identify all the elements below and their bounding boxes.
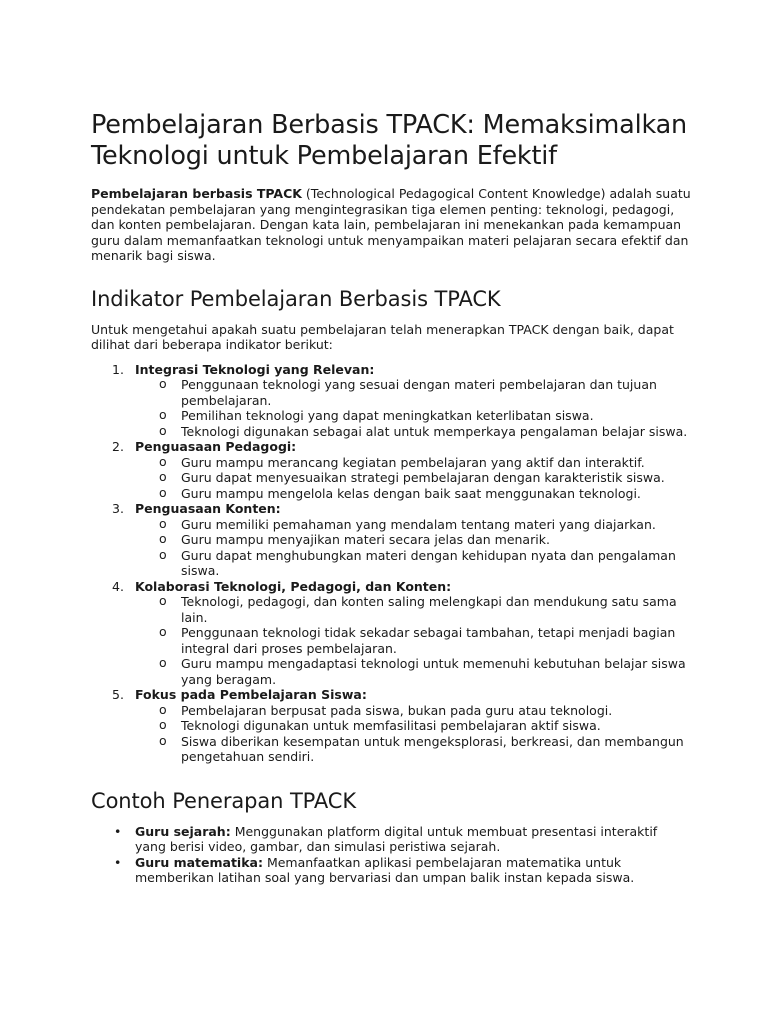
example-label: Guru matematika: (135, 854, 263, 870)
indicator-points (135, 594, 691, 687)
indicator-point (135, 594, 691, 625)
indicator-item (91, 439, 691, 501)
indicator-list (91, 362, 691, 765)
indicator-point-text: Guru dapat menyesuaikan strategi pembelajaran dengan karakteristik siswa. (181, 470, 665, 485)
indicator-point-text: Penggunaan teknologi tidak sekadar sebagai tambahan, tetapi menjadi bagian integral dari proses pembelajaran. (181, 625, 676, 656)
indicator-point (135, 517, 691, 533)
circle-bullet-icon: o (159, 655, 167, 670)
example-text: Memanfaatkan aplikasi pembelajaran matematika untuk memberikan latihan soal yang bervariasi dan umpan balik instan kepada siswa. (135, 854, 635, 885)
intro-text: (Technological Pedagogical Content Knowledge) adalah suatu pendekatan pembelajaran yang mengintegrasikan tiga elemen penting: teknologi, pedagogi, dan konten pembelajaran. Dengan kata lain, pembelajaran ini menekankan pada kemampuan guru dalam memanfaatkan teknologi untuk menyampaikan materi pelajaran secara efektif dan menarik bagi siswa. (91, 186, 691, 263)
indicator-point-text: Guru mampu mengelola kelas dengan baik saat menggunakan teknologi. (181, 485, 641, 501)
indicator-points (135, 517, 691, 579)
circle-bullet-icon: o (159, 453, 167, 469)
intro-bold-term: Pembelajaran berbasis TPACK (91, 186, 302, 201)
indicator-item (91, 687, 691, 765)
examples-heading: Contoh Penerapan TPACK (91, 788, 357, 813)
indicator-title: Penguasaan Pedagogi: (135, 439, 297, 454)
indicator-point-text: Teknologi digunakan untuk memfasilitasi pembelajaran aktif siswa. (181, 718, 601, 733)
indicator-point-text: Guru mampu menyajikan materi secara jelas dan menarik. (181, 532, 550, 547)
circle-bullet-icon: o (159, 376, 167, 391)
indicator-point (135, 734, 691, 765)
circle-bullet-icon: o (159, 546, 167, 562)
indicator-point-text: Pembelajaran berpusat pada siswa, bukan pada guru atau teknologi. (181, 702, 613, 718)
bullet-icon: • (114, 854, 122, 870)
document-page (91, 110, 691, 886)
indicator-title: Fokus pada Pembelajaran Siswa: (135, 687, 367, 702)
circle-bullet-icon: o (159, 422, 167, 438)
circle-bullet-icon: o (159, 593, 167, 608)
indicator-point (135, 656, 691, 687)
indicator-points (135, 703, 691, 765)
bullet-icon: • (114, 823, 122, 839)
indicator-point (135, 377, 691, 408)
indicator-point-text: Pemilihan teknologi yang dapat meningkatkan keterlibatan siswa. (181, 408, 594, 423)
indicators-lead: Untuk mengetahui apakah suatu pembelajaran telah menerapkan TPACK dengan baik, dapat dilihat dari beberapa indikator berikut: (91, 321, 674, 352)
example-text: Menggunakan platform digital untuk membuat presentasi interaktif yang berisi video, gambar, dan simulasi peristiwa sejarah. (135, 823, 658, 854)
indicator-item (91, 362, 691, 440)
example-item (91, 855, 691, 886)
circle-bullet-icon: o (159, 515, 167, 531)
indicator-number: 5. (112, 687, 124, 702)
intro-paragraph (91, 186, 691, 264)
indicator-title: Penguasaan Konten: (135, 501, 281, 516)
example-item (91, 824, 691, 855)
page-title: Pembelajaran Berbasis TPACK: Memaksimalkan Teknologi untuk Pembelajaran Efektif (91, 110, 688, 171)
indicator-point (135, 408, 691, 424)
circle-bullet-icon: o (159, 484, 167, 500)
indicator-point (135, 470, 691, 486)
circle-bullet-icon: o (159, 407, 167, 422)
indicator-point-text: Guru memiliki pemahaman yang mendalam tentang materi yang diajarkan. (181, 516, 656, 532)
indicator-number: 2. (112, 439, 124, 454)
indicator-points (135, 455, 691, 502)
indicator-point-text: Guru mampu merancang kegiatan pembelajaran yang aktif dan interaktif. (181, 454, 645, 470)
circle-bullet-icon: o (159, 732, 167, 748)
indicator-point (135, 455, 691, 471)
indicator-title: Integrasi Teknologi yang Relevan: (135, 361, 375, 377)
indicator-point (135, 486, 691, 502)
circle-bullet-icon: o (159, 701, 167, 717)
indicator-number: 4. (112, 578, 124, 594)
indicator-point (135, 548, 691, 579)
circle-bullet-icon: o (159, 531, 167, 546)
indicator-number: 1. (112, 361, 124, 377)
indicator-item (91, 501, 691, 579)
circle-bullet-icon: o (159, 717, 167, 732)
indicator-point-text: Guru mampu mengadaptasi teknologi untuk memenuhi kebutuhan belajar siswa yang beragam. (181, 656, 686, 687)
indicator-point (135, 718, 691, 734)
indicator-item (91, 579, 691, 688)
indicator-point (135, 625, 691, 656)
circle-bullet-icon: o (159, 469, 167, 484)
indicator-point-text: Guru dapat menghubungkan materi dengan kehidupan nyata dan pengalaman siswa. (181, 547, 676, 578)
indicator-point-text: Siswa diberikan kesempatan untuk mengeksplorasi, berkreasi, dan membangun pengetahuan sendiri. (181, 733, 684, 764)
indicator-point-text: Teknologi, pedagogi, dan konten saling melengkapi dan mendukung satu sama lain. (181, 594, 677, 625)
indicator-point (135, 424, 691, 440)
indicator-number: 3. (112, 501, 124, 516)
indicator-points (135, 377, 691, 439)
example-label: Guru sejarah: (135, 823, 231, 839)
indicators-heading: Indikator Pembelajaran Berbasis TPACK (91, 286, 501, 311)
indicator-point (135, 532, 691, 548)
indicator-point-text: Teknologi digunakan sebagai alat untuk memperkaya pengalaman belajar siswa. (181, 423, 688, 439)
circle-bullet-icon: o (159, 624, 167, 639)
example-list (91, 824, 691, 886)
indicator-title: Kolaborasi Teknologi, Pedagogi, dan Konten: (135, 578, 452, 594)
indicator-point-text: Penggunaan teknologi yang sesuai dengan materi pembelajaran dan tujuan pembelajaran. (181, 377, 657, 408)
indicator-point (135, 703, 691, 719)
